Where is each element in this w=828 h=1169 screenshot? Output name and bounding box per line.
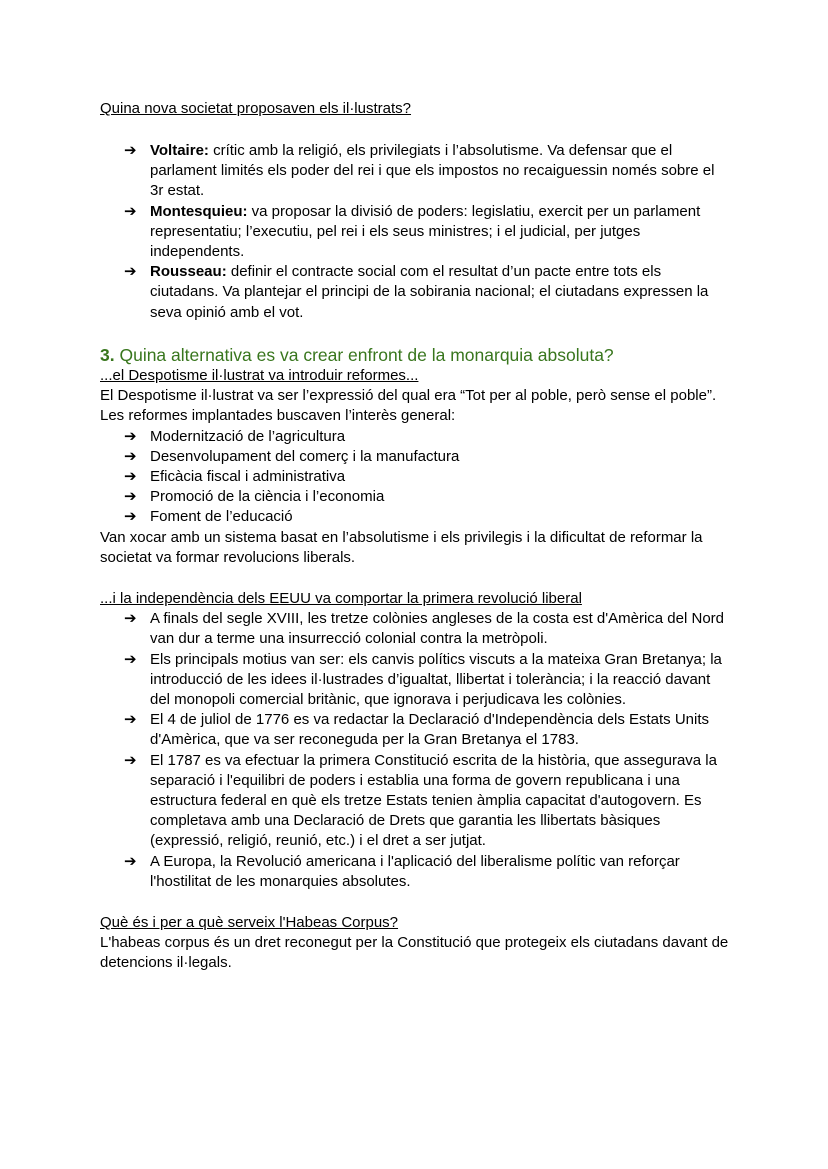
arrow-icon: ➔ <box>124 447 137 465</box>
list-item <box>100 447 730 467</box>
list-item <box>100 852 730 892</box>
list-item <box>100 609 730 649</box>
arrow-icon: ➔ <box>124 650 137 668</box>
item-name: Montesquieu: <box>150 202 248 220</box>
arrow-icon: ➔ <box>124 142 137 159</box>
section-illustrats-title <box>100 99 730 119</box>
reformes-list <box>100 427 730 528</box>
list-item <box>100 467 730 487</box>
arrow-icon: ➔ <box>124 610 137 628</box>
item-name: Voltaire: <box>150 142 209 159</box>
item-text: A finals del segle XVIII, les tretze colònies angleses de la costa est d'Amèrica del Nord van dur a terme una insurrecció colonial contra la metròpoli. <box>150 610 724 648</box>
habeas-title: Què és i per a què serveix l'Habeas Corpus? <box>100 914 399 931</box>
list-item <box>100 507 730 527</box>
list-item-rousseau <box>100 262 730 323</box>
list-item <box>100 427 730 447</box>
item-text: El 1787 es va efectuar la primera Constitució escrita de la història, que assegurava la separació i l'equilibri de poders i establia una forma de govern republicana i una estructura federal en què els tretze Estats tenien àmplia capacitat d'autogovern. Es completava amb una Declaració de Drets que garantia les llibertats bàsiques (expressió, religió, reunió, etc.) i el dret a ser jutjat. <box>150 751 717 850</box>
list-item-voltaire <box>100 141 730 202</box>
list-item <box>100 710 730 750</box>
despotisme-block <box>100 366 730 568</box>
arrow-icon: ➔ <box>124 488 137 506</box>
arrow-icon: ➔ <box>124 263 137 281</box>
habeas-block <box>100 913 730 974</box>
arrow-icon: ➔ <box>124 427 137 445</box>
arrow-icon: ➔ <box>124 468 137 486</box>
item-text: Foment de l’educació <box>150 508 293 526</box>
item-name: Rousseau: <box>150 263 227 281</box>
item-text: definir el contracte social com el resultat d’un pacte entre tots els ciutadans. Va plantejar el principi de la sobirania nacional; el ciutadans expressen la seva opinió amb el vot. <box>150 263 709 321</box>
section-title: Quina alternativa es va crear enfront de la monarquia absoluta? <box>114 345 614 365</box>
list-item <box>100 751 730 852</box>
section-3-heading <box>100 344 730 366</box>
item-text: va proposar la divisió de poders: legislatiu, exercit per un parlament representatiu; l’executiu, pel rei i els seus ministres; i el judicial, per jutges independents. <box>150 202 701 261</box>
item-text: Promoció de la ciència i l’economia <box>150 488 385 506</box>
list-item-montesquieu <box>100 202 730 263</box>
heading-text: Quina nova societat proposaven els il·lustrats? <box>100 100 412 117</box>
eeuu-subtitle: ...i la independència dels EEUU va comportar la primera revolució liberal <box>100 590 582 607</box>
item-text: Eficàcia fiscal i administrativa <box>150 468 346 486</box>
item-text: El 4 de juliol de 1776 es va redactar la Declaració d'Independència dels Estats Units d'Amèrica, que va ser reconeguda per la Gran Bretanya el 1783. <box>150 711 710 749</box>
arrow-icon: ➔ <box>124 202 137 220</box>
arrow-icon: ➔ <box>124 508 137 526</box>
despotisme-intro: El Despotisme il·lustrat va ser l’expressió del qual era “Tot per al poble, però sense el poble”. Les reformes implantades buscaven l’interès general: <box>100 387 717 425</box>
eeuu-list <box>100 609 730 892</box>
item-text: Desenvolupament del comerç i la manufactura <box>150 447 460 465</box>
item-text: crític amb la religió, els privilegiats i l’absolutisme. Va defensar que el parlament limités els poder del rei i que els impostos no recaiguessin només sobre el 3r estat. <box>150 142 715 200</box>
section-number: 3. <box>100 345 115 365</box>
arrow-icon: ➔ <box>124 711 137 729</box>
habeas-text: L'habeas corpus és un dret reconegut per la Constitució que protegeix els ciutadans davant de detencions il·legals. <box>100 934 729 972</box>
arrow-icon: ➔ <box>124 751 137 769</box>
item-text: A Europa, la Revolució americana i l'aplicació del liberalisme polític van reforçar l'hostilitat de les monarquies absolutes. <box>150 852 680 890</box>
list-item <box>100 487 730 507</box>
eeuu-block <box>100 589 730 892</box>
despotisme-subtitle: ...el Despotisme il·lustrat va introduir reformes... <box>100 367 419 384</box>
despotisme-outro: Van xocar amb un sistema basat en l’absolutisme i els privilegis i la dificultat de reformar la societat va formar revolucions liberals. <box>100 528 703 566</box>
item-text: Els principals motius van ser: els canvis polítics viscuts a la mateixa Gran Bretanya; la introducció de les idees il·lustrades d’igualtat, llibertat i tolerància; i la reacció davant del monopoli comercial britànic, que ignorava i perjudicava les colònies. <box>150 650 722 709</box>
illustrats-list <box>100 141 730 323</box>
item-text: Modernització de l’agricultura <box>150 427 346 445</box>
arrow-icon: ➔ <box>124 852 137 870</box>
list-item <box>100 650 730 711</box>
